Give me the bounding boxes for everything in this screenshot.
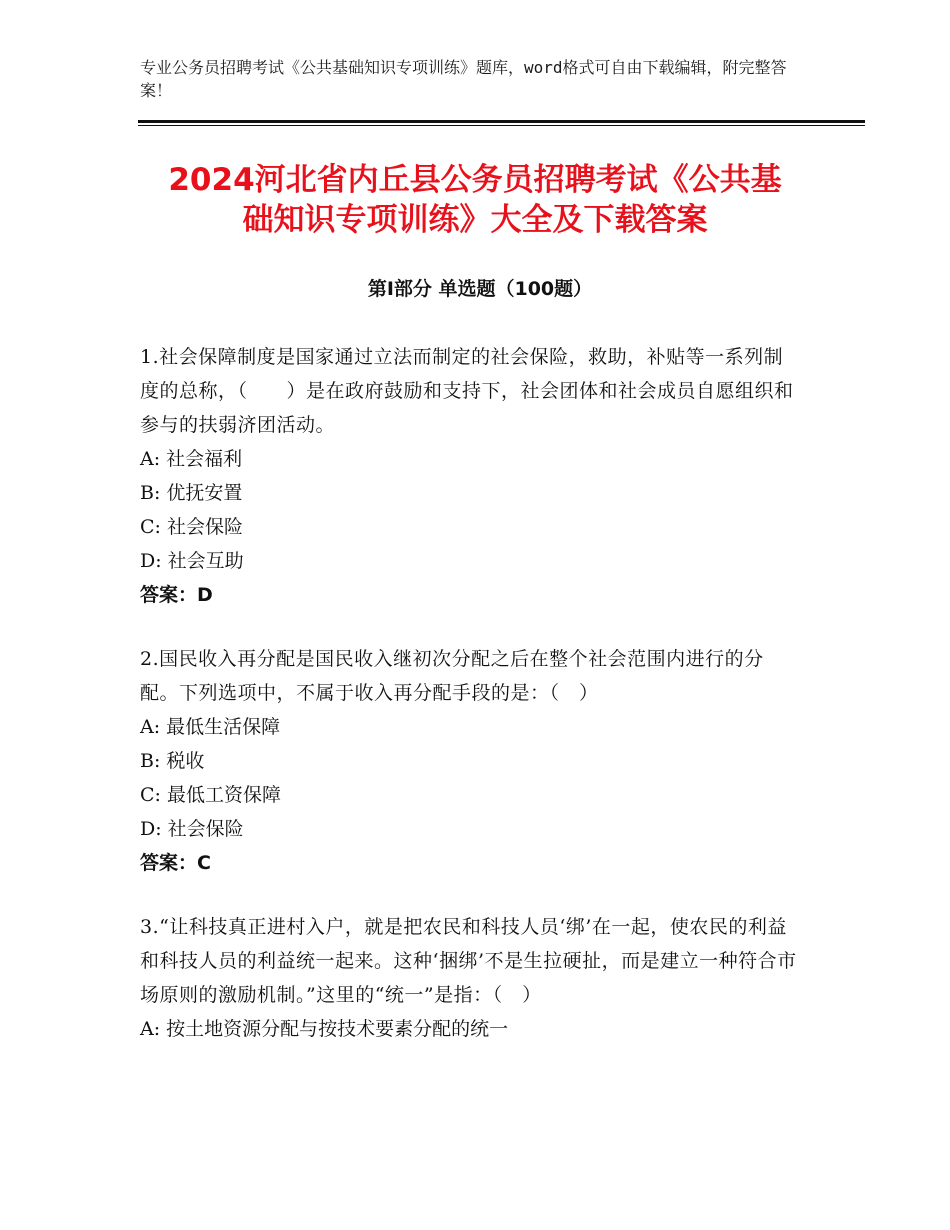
question-3 [140,910,800,1046]
header-note: 专业公务员招聘考试《公共基础知识专项训练》题库，word格式可自由下载编辑，附完整答案！ [140,58,787,100]
question-2 [140,642,800,880]
question-stem: 3.“让科技真正进村入户，就是把农民和科技人员‘绑’在一起，使农民的利益和科技人员的利益统一起来。这种‘捆绑’不是生拉硬扯，而是建立一种符合市场原则的激励机制。”这里的“统一”是指：（ ） [140,916,797,1006]
question-list [140,340,800,1076]
question-stem: 2.国民收入再分配是国民收入继初次分配之后在整个社会范围内进行的分配。下列选项中，不属于收入再分配手段的是：（ ） [140,648,764,704]
header-rule-thin [138,125,865,126]
question-1 [140,340,800,612]
title-line-1: 2024河北省内丘县公务员招聘考试《公共基 [168,162,782,198]
option-a: A: 按土地资源分配与按技术要素分配的统一 [140,1018,509,1040]
option-b: B: 税收 [140,750,205,772]
option-c: C: 社会保险 [140,516,243,538]
question-stem: 1.社会保障制度是国家通过立法而制定的社会保险，救助，补贴等一系列制度的总称，（ ）是在政府鼓励和支持下，社会团体和社会成员自愿组织和参与的扶弱济团活动。 [140,346,794,436]
option-b: B: 优抚安置 [140,482,243,504]
section-title: 第Ⅰ部分 单选题（100题） [367,278,593,300]
option-a: A: 社会福利 [140,448,243,470]
option-a: A: 最低生活保障 [140,716,281,738]
answer: 答案：D [140,584,213,606]
option-c: C: 最低工资保障 [140,784,281,806]
option-d: D: 社会互助 [140,550,244,572]
header-rule-thick [138,120,865,123]
document-title [100,160,850,240]
answer: 答案：C [140,852,211,874]
title-line-2: 础知识专项训练》大全及下载答案 [242,202,708,238]
option-d: D: 社会保险 [140,818,244,840]
